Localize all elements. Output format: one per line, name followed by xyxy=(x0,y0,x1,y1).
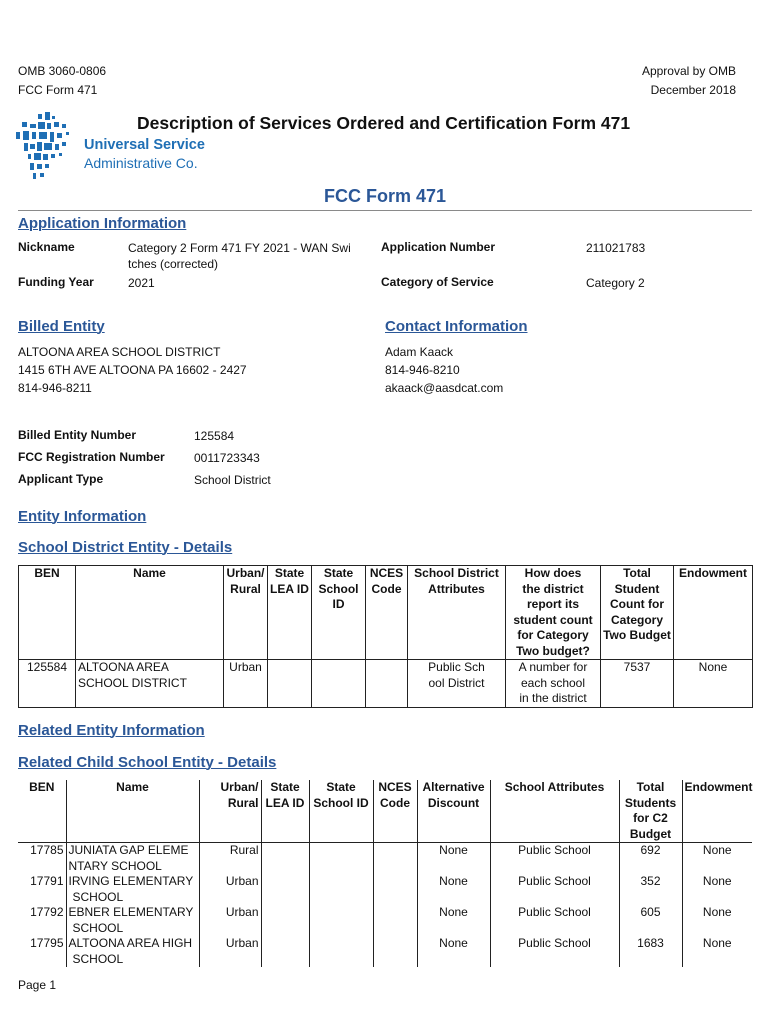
contact-info-heading: Contact Information xyxy=(385,318,528,335)
col-school-attributes: School Attributes xyxy=(490,780,619,843)
omb-number: OMB 3060-0806 xyxy=(18,64,107,78)
cell-ben: 17795 xyxy=(30,936,64,950)
cell-ben: 17792 xyxy=(30,905,64,919)
nickname-value-line-1: Category 2 Form 471 FY 2021 - WAN Swi xyxy=(128,241,351,255)
application-info-heading: Application Information xyxy=(18,215,187,232)
cell-endowment: None xyxy=(682,874,752,905)
related-entity-heading: Related Entity Information xyxy=(18,722,205,739)
category-label: Category of Service xyxy=(381,275,494,289)
cell-school-attributes: Public School xyxy=(490,936,619,967)
billed-entity-address: 1415 6TH AVE ALTOONA PA 16602 - 2427 xyxy=(18,363,247,377)
cell-name: ALTOONA AREA HIGH SCHOOL xyxy=(66,936,199,967)
col-nces-code: NCES Code xyxy=(366,566,408,660)
approval-text: Approval by OMB xyxy=(641,64,736,78)
applicant-type-value: School District xyxy=(194,473,271,487)
cell-endowment: None xyxy=(674,660,753,708)
ben-value: 125584 xyxy=(194,429,235,443)
cell-name: IRVING ELEMENTARY SCHOOL xyxy=(66,874,199,905)
divider xyxy=(18,210,752,211)
col-urban-rural: Urban/ Rural xyxy=(199,780,261,843)
table-header-row xyxy=(19,566,753,660)
col-endowment: Endowment xyxy=(674,566,753,660)
col-ben: BEN xyxy=(19,566,76,660)
page-number: Page 1 xyxy=(18,978,57,992)
cell-nces-code xyxy=(373,905,417,936)
table-row xyxy=(18,936,752,967)
cell-state-school-id xyxy=(309,874,373,905)
cell-school-attributes: Public School xyxy=(490,905,619,936)
page-title: Description of Services Ordered and Certification Form 471 xyxy=(137,113,631,133)
cell-urban-rural: Urban xyxy=(224,660,268,708)
cell-total-students: 692 xyxy=(619,843,682,875)
col-name: Name xyxy=(66,780,199,843)
nickname-value-line-2: tches (corrected) xyxy=(128,257,219,271)
cell-name: JUNIATA GAP ELEME NTARY SCHOOL xyxy=(66,843,199,875)
cell-state-lea-id xyxy=(261,905,309,936)
cell-school-attributes: Public School xyxy=(490,843,619,875)
billed-entity-name: ALTOONA AREA SCHOOL DISTRICT xyxy=(18,345,221,359)
cell-alternative-discount: None xyxy=(417,874,490,905)
fcc-registration-value: 0011723343 xyxy=(194,451,260,465)
logo-line-2: Administrative Co. xyxy=(84,155,198,171)
cell-ben: 17791 xyxy=(30,874,64,888)
col-total-student-count: Total Student Count for Category Two Budget xyxy=(601,566,674,660)
application-number-label: Application Number xyxy=(381,240,496,254)
col-nces-code: NCES Code xyxy=(373,780,417,843)
cell-total-students: 605 xyxy=(619,905,682,936)
table-row xyxy=(18,843,752,875)
cell-alternative-discount: None xyxy=(417,843,490,875)
col-urban-rural: Urban/ Rural xyxy=(224,566,268,660)
billed-entity-phone: 814-946-8211 xyxy=(18,381,92,395)
col-state-lea-id: State LEA ID xyxy=(268,566,312,660)
cell-endowment: None xyxy=(682,843,752,875)
cell-state-school-id xyxy=(309,905,373,936)
table-row xyxy=(18,905,752,936)
funding-year-value: 2021 xyxy=(128,276,155,290)
cell-total-students: 352 xyxy=(619,874,682,905)
form-title: FCC Form 471 xyxy=(323,186,447,206)
cell-school-attributes: Public School xyxy=(490,874,619,905)
table-row xyxy=(18,874,752,905)
col-district-attributes: School District Attributes xyxy=(408,566,506,660)
cell-state-lea-id xyxy=(261,936,309,967)
related-child-details-heading: Related Child School Entity - Details xyxy=(18,754,277,771)
cell-alternative-discount: None xyxy=(417,905,490,936)
cell-endowment: None xyxy=(682,936,752,967)
col-state-school-id: State School ID xyxy=(312,566,366,660)
cell-state-lea-id xyxy=(261,843,309,875)
col-state-lea-id: State LEA ID xyxy=(261,780,309,843)
cell-alternative-discount: None xyxy=(417,936,490,967)
billed-entity-heading: Billed Entity xyxy=(18,318,105,335)
cell-urban-rural: Urban xyxy=(199,936,261,967)
contact-phone: 814-946-8210 xyxy=(385,363,460,377)
col-state-school-id: State School ID xyxy=(309,780,373,843)
category-value: Category 2 xyxy=(586,276,645,290)
cell-name: ALTOONA AREA SCHOOL DISTRICT xyxy=(76,660,224,708)
cell-nces-code xyxy=(373,874,417,905)
cell-urban-rural: Rural xyxy=(199,843,261,875)
col-ben: BEN xyxy=(18,780,66,843)
cell-state-school-id xyxy=(309,843,373,875)
cell-total-students: 1683 xyxy=(619,936,682,967)
col-name: Name xyxy=(76,566,224,660)
contact-name: Adam Kaack xyxy=(385,345,454,359)
col-endowment: Endowment xyxy=(682,780,752,843)
nickname-label: Nickname xyxy=(18,240,75,254)
entity-info-heading: Entity Information xyxy=(18,508,147,525)
col-total-students: Total Students for C2 Budget xyxy=(619,780,682,843)
usac-logo-icon xyxy=(16,112,86,184)
application-number-value: 211021783 xyxy=(586,241,646,255)
funding-year-label: Funding Year xyxy=(18,275,94,289)
col-student-count-method: How does the district report its student count for Category Two budget? xyxy=(506,566,601,660)
cell-urban-rural: Urban xyxy=(199,874,261,905)
cell-state-school-id xyxy=(312,660,366,708)
applicant-type-label: Applicant Type xyxy=(18,472,104,486)
fcc-registration-label: FCC Registration Number xyxy=(18,450,165,464)
col-alternative-discount: Alternative Discount xyxy=(417,780,490,843)
cell-endowment: None xyxy=(682,905,752,936)
cell-district-attributes: Public Sch ool District xyxy=(408,660,506,708)
cell-state-school-id xyxy=(309,936,373,967)
cell-state-lea-id xyxy=(261,874,309,905)
contact-email: akaack@aasdcat.com xyxy=(385,381,504,395)
cell-total-student-count: 7537 xyxy=(601,660,674,708)
cell-nces-code xyxy=(366,660,408,708)
cell-urban-rural: Urban xyxy=(199,905,261,936)
cell-name: EBNER ELEMENTARY SCHOOL xyxy=(66,905,199,936)
cell-student-count-method: A number for each school in the district xyxy=(506,660,601,708)
cell-nces-code xyxy=(373,936,417,967)
form-number: FCC Form 471 xyxy=(18,83,98,97)
cell-ben: 17785 xyxy=(30,843,64,857)
cell-ben: 125584 xyxy=(19,660,76,708)
approval-date: December 2018 xyxy=(650,83,736,97)
school-district-details-heading: School District Entity - Details xyxy=(18,539,233,556)
related-child-table xyxy=(18,780,752,967)
ben-label: Billed Entity Number xyxy=(18,428,137,442)
cell-state-lea-id xyxy=(268,660,312,708)
table-row xyxy=(19,660,753,708)
cell-nces-code xyxy=(373,843,417,875)
logo-line-1: Universal Service xyxy=(84,137,205,153)
related-header-row xyxy=(18,780,752,843)
school-district-table xyxy=(18,565,753,708)
